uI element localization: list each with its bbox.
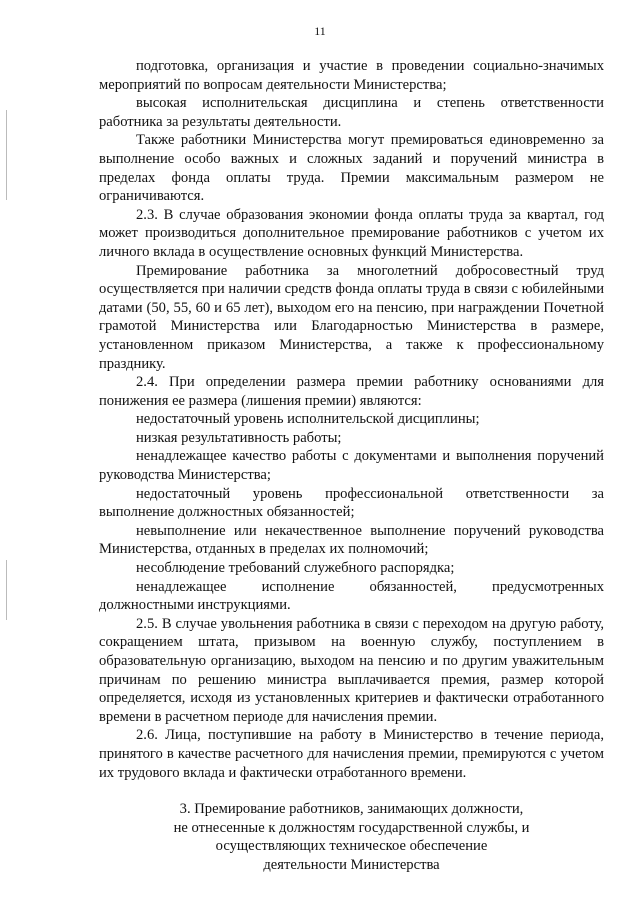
paragraph: 2.4. При определении размера премии работнику основаниями для понижения ее размера (лишения премии) являются: <box>99 374 604 409</box>
scan-margin-mark <box>6 560 7 620</box>
section-heading-line: не отнесенные к должностям государственной службы, и <box>173 819 530 836</box>
paragraph: Премирование работника за многолетний добросовестный труд осуществляется при наличии средств фонда оплаты труда в связи с юбилейными датами (50, 55, 60 и 65 лет), выходом его на пенсию, при награждении Почетной грамотой Министерства или Благодарностью Министерства в размере, установленном приказом Министерства, а также к профессиональному празднику. <box>99 262 604 372</box>
section-heading-line: осуществляющих техническое обеспечение <box>215 838 488 855</box>
list-item: ненадлежащее исполнение обязанностей, предусмотренных должностными инструкциями. <box>99 578 604 614</box>
paragraph: 2.5. В случае увольнения работника в связи с переходом на другую работу, сокращением штата, призывом на военную службу, поступлением в образовательную организацию, выходом на пенсию и по другим уважительным причинам по решению министра выплачивается премия, размер которой определяется, исходя из установленных критериев и фактически отработанного времени в расчетном периоде для начисления премии. <box>99 615 604 725</box>
list-item: ненадлежащее качество работы с документами и выполнения поручений руководства Министерства; <box>99 448 604 484</box>
section-heading-line: деятельности Министерства <box>263 856 440 873</box>
document-body <box>99 57 604 875</box>
list-item: недостаточный уровень исполнительской дисциплины; <box>136 411 480 428</box>
list-item: недостаточный уровень профессиональной ответственности за выполнение должностных обязанностей; <box>99 485 604 521</box>
list-item: низкая результативность работы; <box>136 429 342 446</box>
list-item: невыполнение или некачественное выполнение поручений руководства Министерства, отданных в пределах их полномочий; <box>99 522 604 558</box>
page-number: 11 <box>314 24 326 38</box>
paragraph: 2.3. В случае образования экономии фонда оплаты труда за квартал, год может производиться дополнительное премирование работников с учетом их личного вклада в осуществление основных функций Министерства. <box>99 206 604 260</box>
paragraph: 2.6. Лица, поступившие на работу в Министерство в течение периода, принятого в качестве расчетного для начисления премии, премируются с учетом их трудового вклада и фактически отработанного времени. <box>99 727 604 781</box>
paragraph: высокая исполнительская дисциплина и степень ответственности работника за результаты деятельности. <box>99 95 604 130</box>
list-item: несоблюдение требований служебного распорядка; <box>136 560 455 577</box>
scan-margin-mark <box>6 110 7 200</box>
section-heading-line: 3. Премирование работников, занимающих должности, <box>179 801 524 818</box>
section-heading <box>99 800 604 874</box>
paragraph: Также работники Министерства могут премироваться единовременно за выполнение особо важных и сложных заданий и поручений министра в пределах фонда оплаты труда. Премии максимальным размером не ограничиваются. <box>99 132 604 205</box>
paragraph: подготовка, организация и участие в проведении социально-значимых мероприятий по вопросам деятельности Министерства; <box>99 58 604 93</box>
